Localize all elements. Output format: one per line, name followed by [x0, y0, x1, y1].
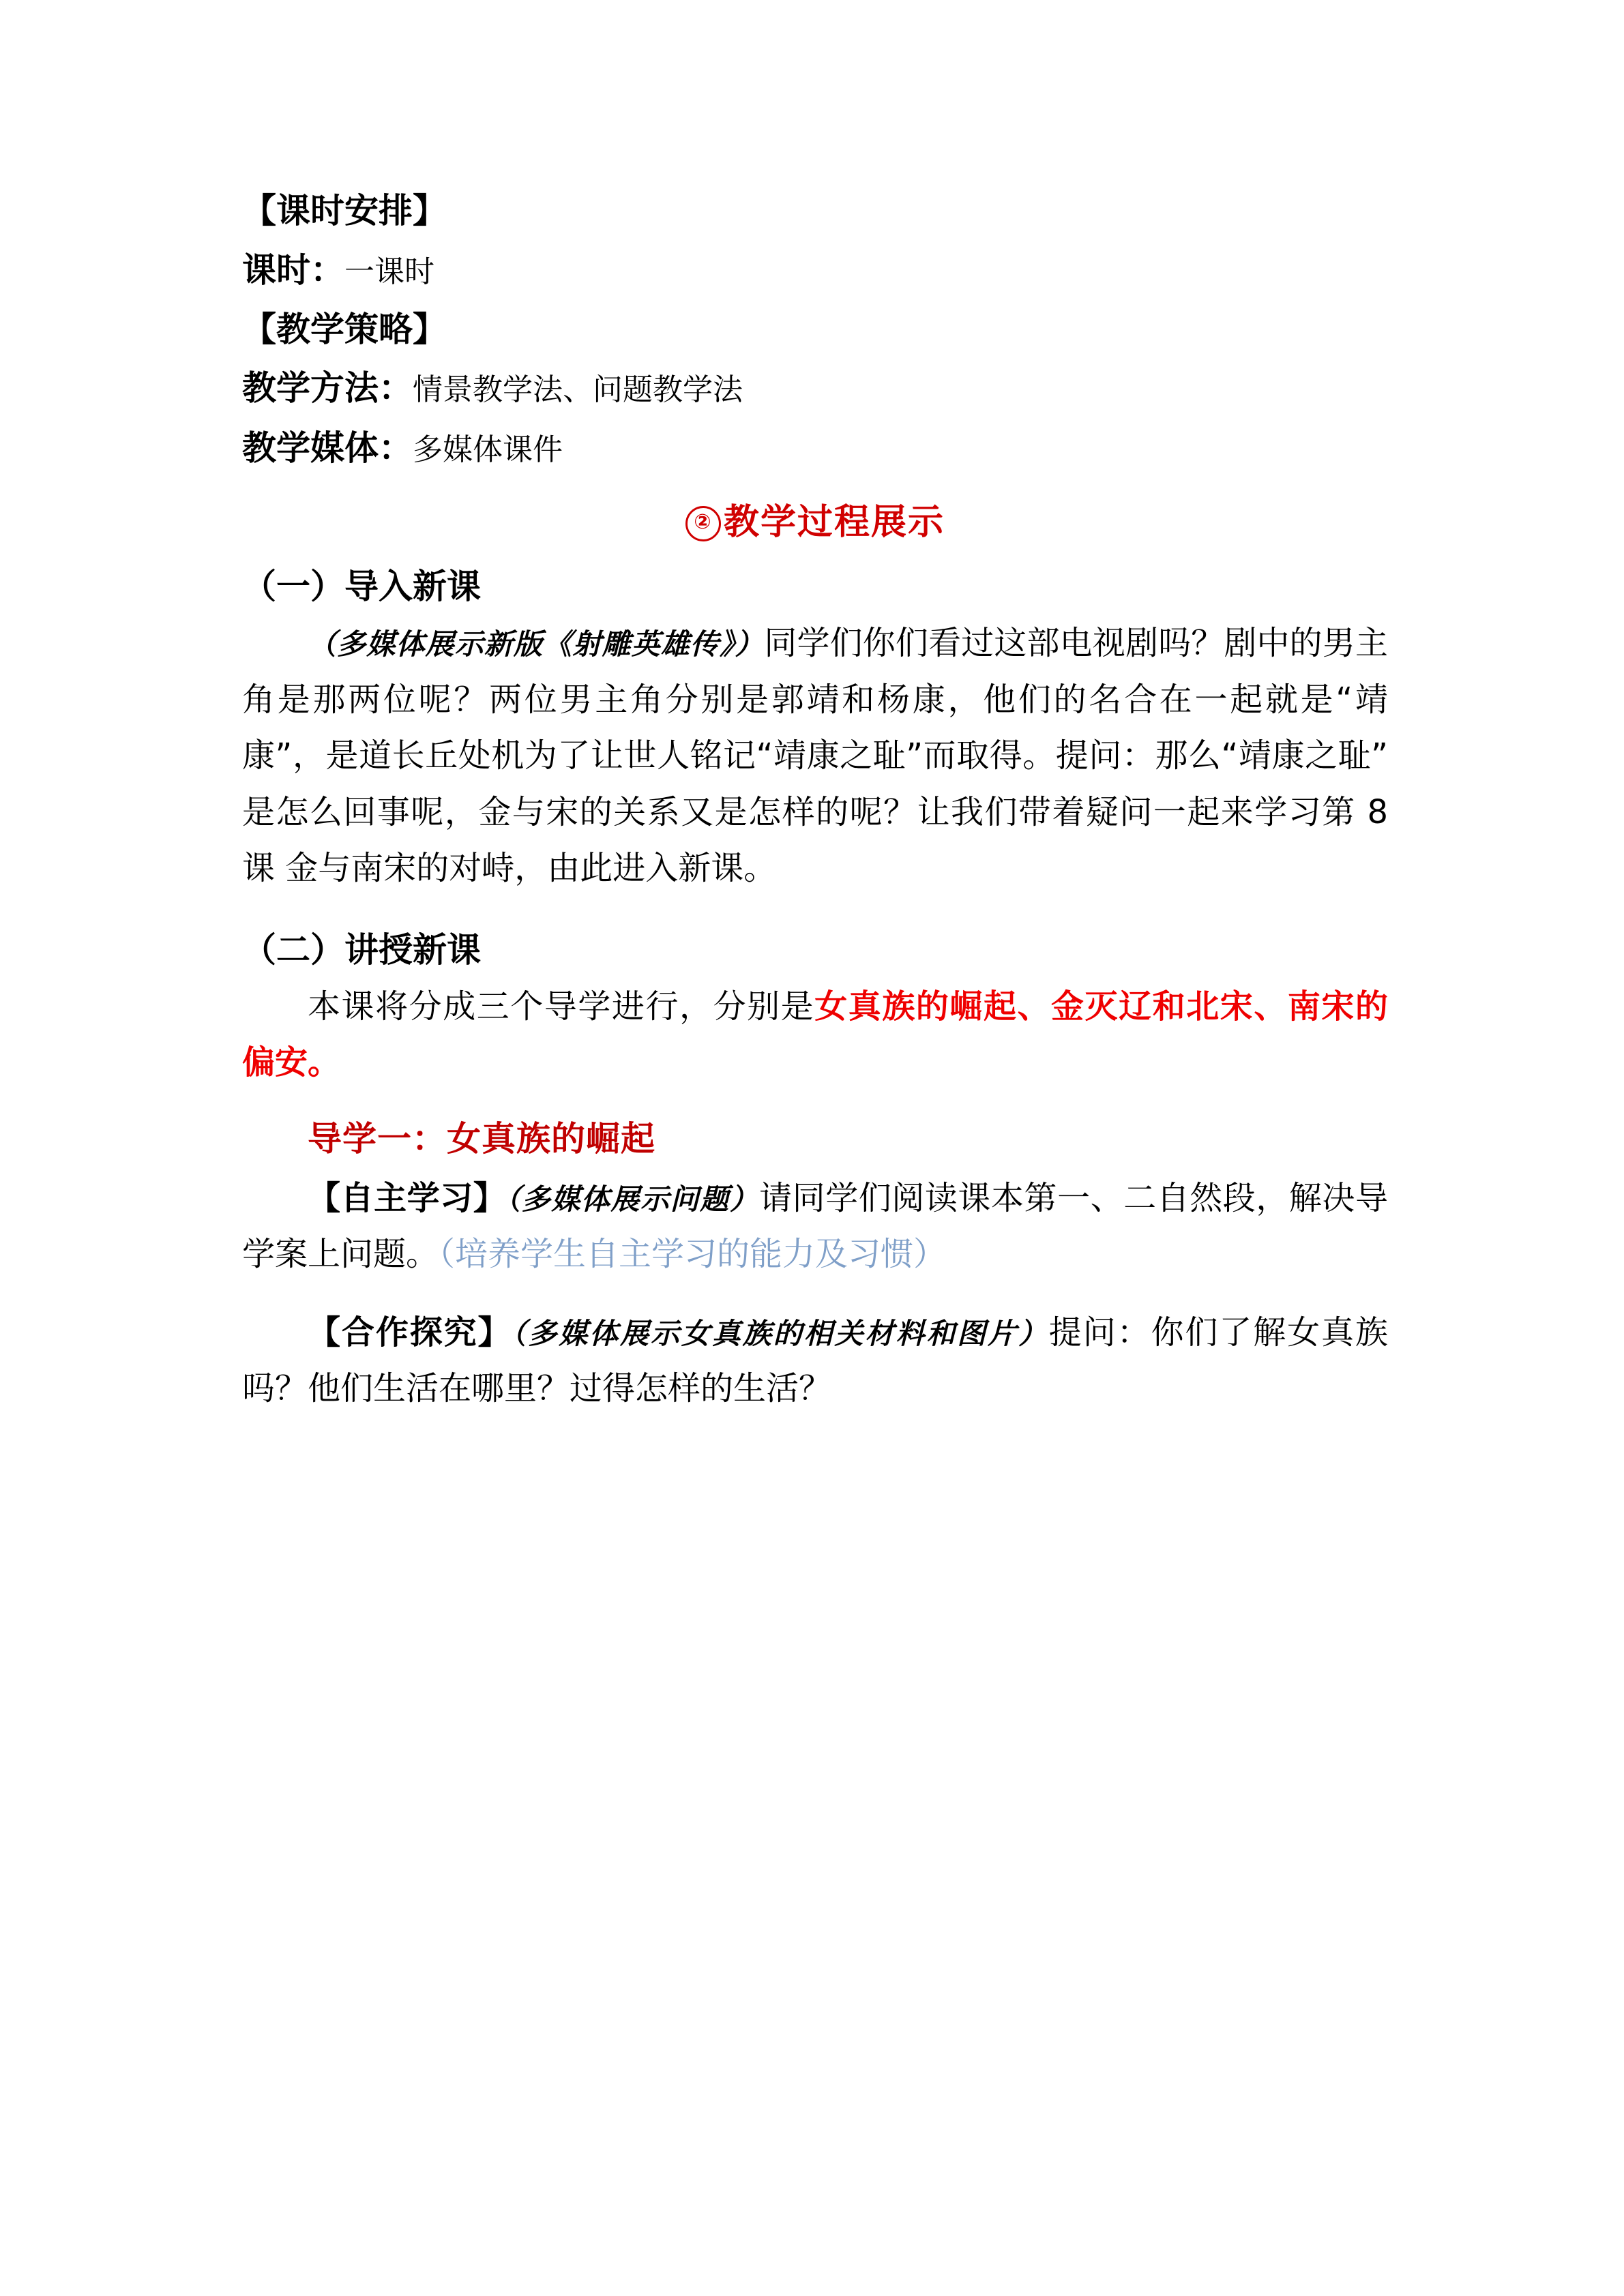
self-study-blue-note: （培养学生自主学习的能力及习惯） — [439, 1235, 947, 1274]
intro-body: 同学们你们看过这部电视剧吗？剧中的男主角是那两位呢？两位男主角分别是郭靖和杨康，他们的名合在一起就是“靖康”，是道长丘处机为了让世人铭记“靖康之耻”而取得。提问：那么“靖康之耻”是怎么回事呢，金与宋的关系又是怎样的呢？让我们带着疑问一起来学习第 8 课 金与南宋的对峙，由此进入新课。 — [242, 624, 1388, 888]
field-class-hours-key: 课时： — [242, 249, 344, 290]
field-teaching-media-value: 多媒体课件 — [413, 432, 563, 467]
field-teaching-method-key: 教学方法： — [242, 368, 413, 408]
lesson-plan-highlight: 女真族的崛起、金灭辽和北宋、南宋的偏安。 — [242, 987, 1388, 1082]
self-study-hand-note: （多媒体展示问题） — [506, 1182, 760, 1216]
heading-teaching-strategy: 【教学策略】 — [242, 308, 447, 349]
page-title-text: 教学过程展示 — [723, 501, 945, 543]
intro-paragraph — [242, 615, 1388, 897]
document-body — [242, 184, 1388, 1421]
field-class-hours — [242, 243, 1388, 297]
field-teaching-method-value: 情景教学法、问题教学法 — [413, 372, 743, 407]
lesson-plan-lead: 本课将分成三个导学进行，分别是 — [308, 987, 815, 1026]
field-class-hours-value: 一课时 — [344, 254, 434, 289]
field-teaching-method — [242, 361, 1388, 415]
heading-class-schedule: 【课时安排】 — [242, 190, 447, 230]
cooperative-paragraph — [242, 1304, 1388, 1417]
field-teaching-media-key: 教学媒体： — [242, 428, 413, 468]
page-title — [242, 493, 1388, 544]
self-study-label: 【自主学习】 — [308, 1178, 507, 1217]
cooperative-label: 【合作探究】 — [308, 1313, 512, 1352]
self-study-paragraph — [242, 1170, 1388, 1283]
cooperative-body: 提问：你们了解女真族吗？他们生活在哪里？过得怎样的生活？ — [242, 1313, 1388, 1408]
self-study-body: 请同学们阅读课本第一、二自然段，解决导学案上问题。 — [242, 1178, 1388, 1274]
field-teaching-media — [242, 421, 1388, 475]
cooperative-hand-note: （多媒体展示女真族的相关材料和图片） — [512, 1316, 1049, 1350]
section-heading-two: （二）讲授新课 — [242, 929, 481, 970]
section-heading-one: （一）导入新课 — [242, 566, 481, 606]
intro-hand-note: （多媒体展示新版《射雕英雄传》） — [308, 627, 765, 661]
guide-one-heading: 导学一：女真族的崛起 — [308, 1118, 655, 1159]
lesson-plan-paragraph — [242, 979, 1388, 1091]
circled-number-icon: ② — [685, 506, 721, 541]
